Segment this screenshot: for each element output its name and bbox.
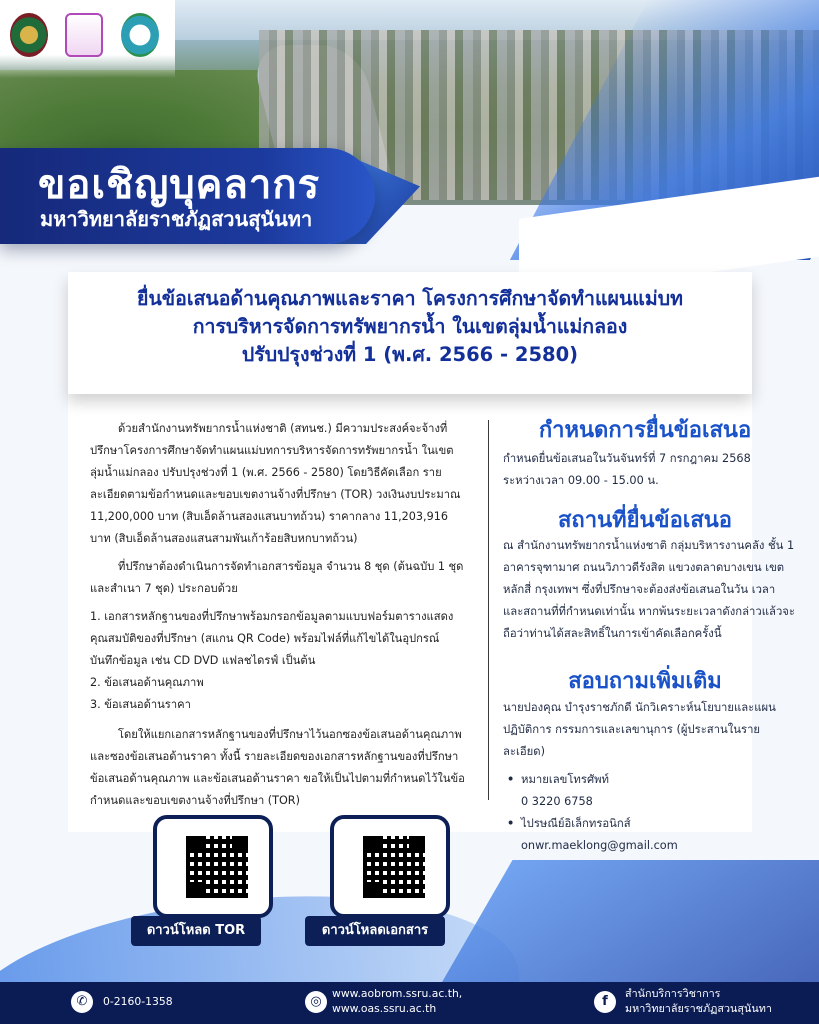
- schedule-date: กำหนดยื่นข้อเสนอในวันจันทร์ที่ 7 กรกฎาคม 2568: [503, 452, 751, 465]
- tor-qr-code[interactable]: [153, 815, 273, 918]
- contact-heading: สอบถามเพิ่มเติม: [568, 669, 722, 694]
- list-item: 3. ข้อเสนอด้านราคา: [90, 698, 191, 711]
- schedule-heading: กำหนดการยื่นข้อเสนอ: [538, 418, 752, 443]
- heading-line-2: การบริหารจัดการทรัพยากรน้ำ ในเขตลุ่มน้ำแม่กลอง: [192, 315, 628, 338]
- contact-phone-item: [503, 769, 795, 813]
- qr-code-icon: [186, 836, 248, 898]
- facebook-page-line-2: มหาวิทยาลัยราชภัฏสวนสุนันทา: [625, 1002, 772, 1015]
- qr-code-icon: [363, 836, 425, 898]
- facebook-icon: f: [594, 991, 616, 1013]
- water-resources-logo: [121, 13, 159, 57]
- location-body: ณ สำนักงานทรัพยากรน้ำแห่งชาติ กลุ่มบริหารงานคลัง ชั้น 1 อาคารจุฑามาศ ถนนวิภาวดีรังสิต แขวงตลาดบางเขน เขตหลักสี่ กรุงเทพฯ ซึ่งที่ปรึกษาจะต้องส่งข้อเสนอในวัน เวลา และสถานที่ที่กำหนดเท่านั้น หากพ้นระยะเวลาดังกล่าวแล้วจะถือว่าท่านได้สละสิทธิ์ในการเข้าคัดเลือกครั้งนี้: [503, 539, 795, 640]
- footer-websites: [332, 986, 462, 1016]
- column-divider: [488, 420, 489, 800]
- documents-qr-code[interactable]: [330, 815, 450, 918]
- heading-line-1: ยื่นข้อเสนอด้านคุณภาพและราคา โครงการศึกษาจัดทำแผนแม่บท: [137, 287, 683, 310]
- footer-phone[interactable]: 0-2160-1358: [103, 995, 173, 1008]
- download-tor-button[interactable]: ดาวน์โหลด TOR: [131, 916, 261, 946]
- phone-label: หมายเลขโทรศัพท์: [521, 773, 610, 786]
- email-value[interactable]: onwr.maeklong@gmail.com: [521, 839, 678, 852]
- globe-icon: ◎: [305, 991, 327, 1013]
- download-documents-button[interactable]: ดาวน์โหลดเอกสาร: [305, 916, 445, 946]
- separation-paragraph: โดยให้แยกเอกสารหลักฐานของที่ปรึกษาไว้นอกซองข้อเสนอด้านคุณภาพและซองข้อเสนอด้านราคา ทั้งนี้ รายละเอียดของเอกสารหลักฐานของที่ปรึกษา ข้อเสนอด้านคุณภาพ และข้อเสนอด้านราคา ขอให้เป็นไปตามที่กำหนดไว้ในข้อกำหนดและขอบเขตงานจ้างที่ปรึกษา (TOR): [90, 728, 465, 807]
- contact-person: นายปองคุณ บำรุงราชภักดี นักวิเคราะห์นโยบายและแผนปฏิบัติการ กรรมการและเลขานุการ (ผู้ประสานในรายละเอียด): [503, 701, 776, 758]
- footer-web-link[interactable]: www.oas.ssru.ac.th: [332, 1002, 437, 1015]
- page-subtitle: มหาวิทยาลัยราชภัฏสวนสุนันทา: [40, 207, 313, 231]
- facebook-page-line-1: สำนักบริการวิชาการ: [625, 987, 721, 1000]
- intro-paragraph: ด้วยสำนักงานทรัพยากรน้ำแห่งชาติ (สทนช.) มีความประสงค์จะจ้างที่ปรึกษาโครงการศึกษาจัดทำแผนแม่บทการบริหารจัดการทรัพยากรน้ำ ในเขตลุ่มน้ำแม่กลอง ปรับปรุงช่วงที่ 1 (พ.ศ. 2566 - 2580) โดยวิธีคัดเลือก รายละเอียดตามข้อกำหนดและขอบเขตงานจ้างที่ปรึกษา (TOR) วงเงินงบประมาณ 11,200,000 บาท (สิบเอ็ดล้านสองแสนบาทถ้วน) ราคากลาง 11,203,916 บาท (สิบเอ็ดล้านสองแสนสามพันเก้าร้อยสิบหกบาทถ้วน): [90, 422, 461, 545]
- footer-web-link[interactable]: www.aobrom.ssru.ac.th,: [332, 987, 463, 1000]
- schedule-body: [503, 448, 793, 492]
- contact-email-item: [503, 813, 795, 857]
- phone-icon: ✆: [71, 991, 93, 1013]
- footer-facebook[interactable]: [625, 986, 772, 1016]
- contact-body: [503, 697, 795, 857]
- email-label: ไปรษณีย์อิเล็กทรอนิกส์: [521, 817, 631, 830]
- announcement-heading: [68, 285, 752, 369]
- university-seal-logo: [10, 13, 48, 57]
- details-column: [90, 418, 466, 818]
- page-title: ขอเชิญบุคลากร: [38, 162, 321, 208]
- heading-line-3: ปรับปรุงช่วงที่ 1 (พ.ศ. 2566 - 2580): [241, 343, 579, 366]
- list-item: 2. ข้อเสนอด้านคุณภาพ: [90, 676, 204, 689]
- location-heading: สถานที่ยื่นข้อเสนอ: [557, 508, 733, 533]
- schedule-time: ระหว่างเวลา 09.00 - 15.00 น.: [503, 474, 659, 487]
- phone-value[interactable]: 0 3220 6758: [521, 795, 593, 808]
- bullet-icon: •: [507, 773, 515, 786]
- documents-paragraph: ที่ปรึกษาต้องดำเนินการจัดทำเอกสารข้อมูล จำนวน 8 ชุด (ต้นฉบับ 1 ชุด และสำเนา 7 ชุด) ประกอบด้วย: [90, 560, 464, 595]
- list-item: 1. เอกสารหลักฐานของที่ปรึกษาพร้อมกรอกข้อมูลตามแบบฟอร์มตารางแสดงคุณสมบัติของที่ปรึกษา (สแกน QR Code) พร้อมไฟล์ที่แก้ไขได้ในอุปกรณ์บันทึกข้อมูล เช่น CD DVD แฟลชไดรฟ์ เป็นต้น: [90, 610, 454, 667]
- bullet-icon: •: [507, 817, 515, 830]
- academic-service-logo: [65, 13, 103, 57]
